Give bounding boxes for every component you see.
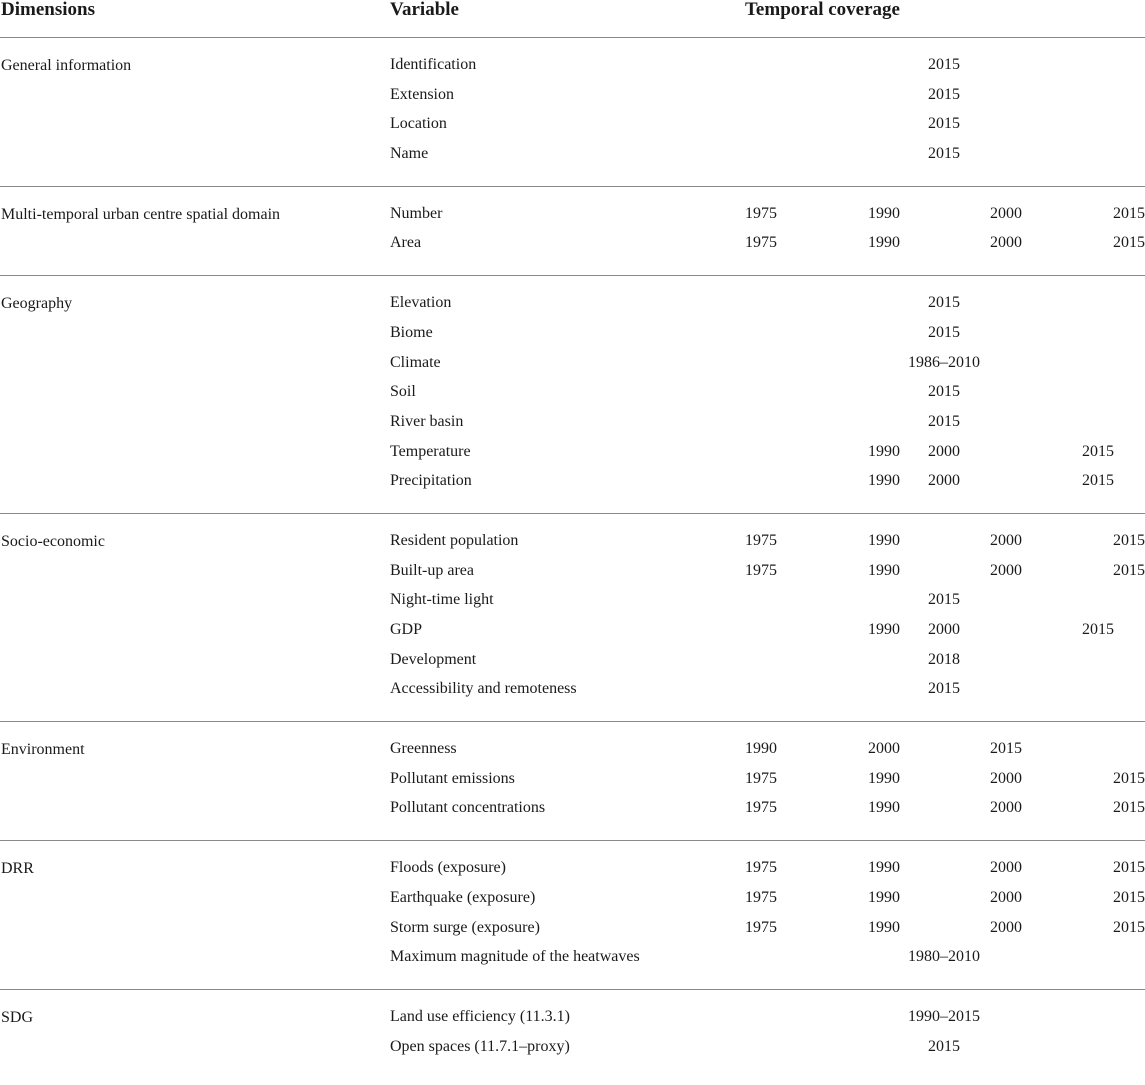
variable-cell: Built-up area bbox=[390, 561, 474, 579]
year-cell: 2000 bbox=[990, 859, 1022, 877]
table-row bbox=[0, 231, 1145, 261]
year-cell: 2018 bbox=[928, 650, 960, 668]
table-row bbox=[0, 1005, 1145, 1035]
year-cell: 2015 bbox=[928, 85, 960, 103]
year-cell: 2000 bbox=[990, 561, 1022, 579]
variable-cell: Greenness bbox=[390, 740, 457, 758]
year-cell: 2015 bbox=[1082, 472, 1114, 490]
table-row bbox=[0, 202, 1145, 232]
variable-cell: Resident population bbox=[390, 531, 519, 549]
table-row bbox=[0, 53, 1145, 83]
variable-cell: GDP bbox=[390, 621, 423, 638]
year-cell: 2015 bbox=[1113, 888, 1145, 906]
year-cell: 1975 bbox=[745, 859, 777, 877]
table-row bbox=[0, 529, 1145, 559]
year-cell: 2015 bbox=[1082, 621, 1114, 638]
year-cell: 1975 bbox=[745, 531, 777, 549]
table-row bbox=[0, 291, 1145, 321]
group-urban-centre-spatial-domain bbox=[0, 187, 1145, 276]
group-sdg bbox=[0, 990, 1145, 1078]
year-cell: 1975 bbox=[745, 561, 777, 579]
table-header bbox=[0, 0, 1145, 38]
table-row bbox=[0, 112, 1145, 142]
variable-cell: Land use efficiency (11.3.1) bbox=[390, 1007, 570, 1025]
table-row bbox=[0, 916, 1145, 946]
table-row bbox=[0, 737, 1145, 767]
year-cell: 2015 bbox=[990, 740, 1022, 758]
year-cell: 1990 bbox=[868, 472, 900, 490]
header-variable: Variable bbox=[390, 0, 459, 20]
year-cell: 2015 bbox=[928, 412, 960, 430]
variable-cell: Floods (exposure) bbox=[390, 859, 506, 877]
year-cell: 2000 bbox=[990, 799, 1022, 817]
year-cell: 2000 bbox=[990, 204, 1022, 222]
variable-cell: Maximum magnitude of the heatwaves bbox=[390, 948, 640, 966]
table-row bbox=[0, 677, 1145, 707]
table-row bbox=[0, 796, 1145, 826]
year-cell: 2015 bbox=[1113, 531, 1145, 549]
table-row bbox=[0, 321, 1145, 351]
year-cell: 1990 bbox=[868, 442, 900, 460]
year-cell: 1975 bbox=[745, 234, 777, 252]
variable-cell: Development bbox=[390, 650, 477, 668]
year-cell: 1990 bbox=[868, 621, 900, 638]
variable-cell: Area bbox=[390, 234, 422, 252]
variable-cell: Extension bbox=[390, 85, 454, 103]
year-cell: 2015 bbox=[1113, 918, 1145, 936]
year-cell: 1975 bbox=[745, 799, 777, 817]
year-cell: 1975 bbox=[745, 769, 777, 787]
year-cell: 1990 bbox=[868, 859, 900, 877]
year-cell: 2015 bbox=[1113, 769, 1145, 787]
year-cell: 2015 bbox=[928, 1037, 960, 1055]
variable-cell: Night-time light bbox=[390, 591, 494, 609]
table-row bbox=[0, 469, 1145, 499]
year-cell: 2015 bbox=[1082, 442, 1114, 460]
year-cell: 2015 bbox=[1113, 799, 1145, 817]
year-cell: 2015 bbox=[1113, 204, 1145, 222]
year-cell: 2000 bbox=[990, 769, 1022, 787]
header-dimensions: Dimensions bbox=[1, 0, 95, 20]
variable-cell: Temperature bbox=[390, 442, 471, 460]
variable-cell: Name bbox=[390, 145, 429, 163]
year-cell: 1990 bbox=[868, 799, 900, 817]
year-cell: 1975 bbox=[745, 204, 777, 222]
year-cell: 2000 bbox=[990, 531, 1022, 549]
variable-cell: Soil bbox=[390, 383, 416, 401]
dimension-label: Environment bbox=[1, 741, 85, 759]
year-cell: 2015 bbox=[1113, 561, 1145, 579]
year-cell: 1990 bbox=[868, 531, 900, 549]
variable-cell: Location bbox=[390, 115, 447, 133]
table-row bbox=[0, 856, 1145, 886]
year-cell: 2015 bbox=[928, 323, 960, 341]
table-row bbox=[0, 351, 1145, 381]
table-row bbox=[0, 410, 1145, 440]
dimension-label: Multi-temporal urban centre spatial domain bbox=[1, 205, 281, 223]
variable-cell: Climate bbox=[390, 353, 441, 371]
variable-cell: Open spaces (11.7.1–proxy) bbox=[390, 1037, 570, 1055]
year-cell: 1975 bbox=[745, 918, 777, 936]
year-cell: 1990 bbox=[868, 769, 900, 787]
year-cell: 1990 bbox=[868, 234, 900, 252]
year-cell: 2015 bbox=[928, 591, 960, 609]
table-row bbox=[0, 440, 1145, 470]
table-row bbox=[0, 1035, 1145, 1065]
variable-cell: Precipitation bbox=[390, 472, 472, 490]
year-cell: 2015 bbox=[1113, 859, 1145, 877]
dimension-label: DRR bbox=[1, 860, 34, 878]
dimension-label: General information bbox=[1, 57, 132, 74]
year-cell: 2000 bbox=[990, 888, 1022, 906]
group-socio-economic bbox=[0, 514, 1145, 722]
year-cell: 2015 bbox=[928, 383, 960, 401]
table-row bbox=[0, 945, 1145, 975]
year-cell: 1990 bbox=[868, 204, 900, 222]
group-geography bbox=[0, 276, 1145, 514]
year-cell: 2015 bbox=[928, 145, 960, 163]
variable-cell: Identification bbox=[390, 56, 477, 73]
year-range-cell: 1980–2010 bbox=[908, 948, 980, 966]
table-row bbox=[0, 142, 1145, 172]
variable-cell: River basin bbox=[390, 412, 464, 430]
dimension-label: Socio-economic bbox=[1, 532, 105, 550]
variable-cell: Elevation bbox=[390, 294, 452, 312]
group-general-information bbox=[0, 38, 1145, 187]
group-drr bbox=[0, 841, 1145, 990]
variable-cell: Number bbox=[390, 204, 443, 222]
variable-cell: Storm surge (exposure) bbox=[390, 918, 540, 936]
variable-cell: Biome bbox=[390, 323, 433, 341]
variable-cell: Earthquake (exposure) bbox=[390, 888, 536, 906]
table-row bbox=[0, 618, 1145, 648]
table-row bbox=[0, 648, 1145, 678]
year-cell: 2000 bbox=[928, 472, 960, 490]
year-cell: 2015 bbox=[928, 115, 960, 133]
table-row bbox=[0, 886, 1145, 916]
dimension-label: SDG bbox=[1, 1008, 34, 1026]
table-row bbox=[0, 588, 1145, 618]
group-environment bbox=[0, 722, 1145, 841]
year-cell: 2000 bbox=[928, 621, 960, 638]
year-cell: 2015 bbox=[928, 294, 960, 312]
year-cell: 1990 bbox=[868, 918, 900, 936]
table-row bbox=[0, 767, 1145, 797]
year-cell: 2000 bbox=[868, 740, 900, 758]
table-row bbox=[0, 83, 1145, 113]
year-cell: 1990 bbox=[745, 740, 777, 758]
table-row bbox=[0, 559, 1145, 589]
year-cell: 2015 bbox=[928, 680, 960, 698]
table-row bbox=[0, 380, 1145, 410]
year-cell: 2000 bbox=[990, 918, 1022, 936]
variable-cell: Pollutant concentrations bbox=[390, 799, 546, 817]
year-cell: 1990 bbox=[868, 888, 900, 906]
year-cell: 2000 bbox=[990, 234, 1022, 252]
year-cell: 1990 bbox=[868, 561, 900, 579]
year-cell: 2000 bbox=[928, 442, 960, 460]
year-cell: 1975 bbox=[745, 888, 777, 906]
dimension-label: Geography bbox=[1, 295, 73, 313]
variable-cell: Accessibility and remoteness bbox=[390, 680, 577, 698]
year-range-cell: 1990–2015 bbox=[908, 1007, 980, 1025]
variable-cell: Pollutant emissions bbox=[390, 769, 515, 787]
year-cell: 2015 bbox=[1113, 234, 1145, 252]
header-temporal-coverage: Temporal coverage bbox=[745, 0, 900, 20]
year-range-cell: 1986–2010 bbox=[908, 353, 980, 371]
year-cell: 2015 bbox=[928, 56, 960, 73]
